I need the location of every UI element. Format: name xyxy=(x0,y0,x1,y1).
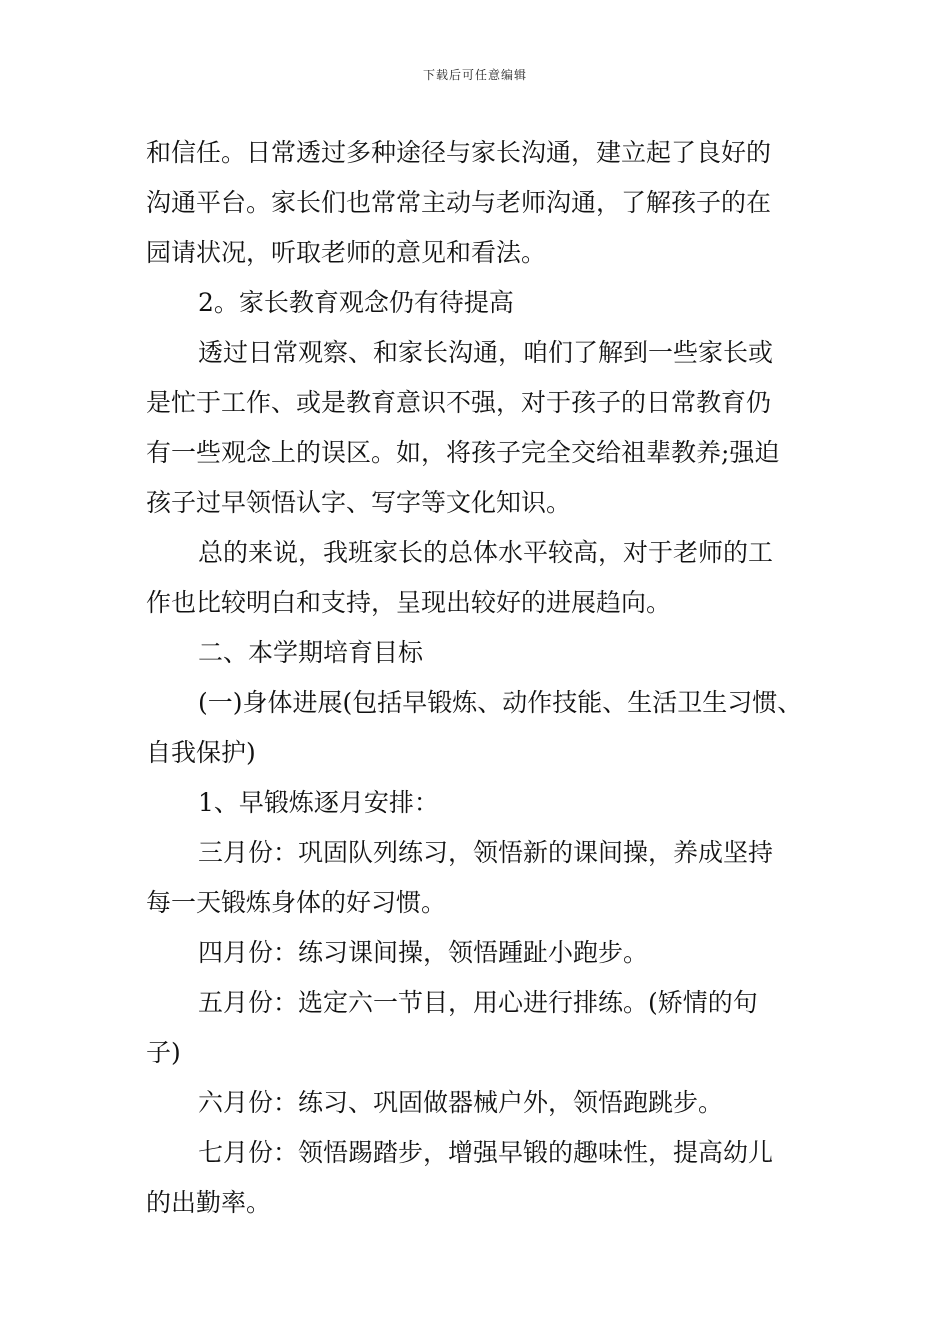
text-line: 透过日常观察、和家长沟通，咱们了解到一些家长或 xyxy=(198,338,774,367)
text-line: 是忙于工作、或是教育意识不强，对于孩子的日常教育仍 xyxy=(146,388,772,417)
section-heading-goals xyxy=(146,628,826,678)
text-line: 三月份：巩固队列练习，领悟新的课间操，养成坚持 xyxy=(198,838,774,867)
month-july xyxy=(146,1128,826,1228)
text-line: 七月份：领悟踢踏步，增强早锻的趣味性，提高幼儿 xyxy=(198,1138,774,1167)
text-line: (一)身体进展(包括早锻炼、动作技能、生活卫生习惯、 xyxy=(198,688,803,717)
paragraph-parent-communication xyxy=(146,128,826,278)
text-line: 孩子过早领悟认字、写字等文化知识。 xyxy=(146,488,572,517)
section-heading-parent-education xyxy=(146,278,826,328)
item-morning-exercise-plan xyxy=(146,778,826,828)
text-line: 有一些观念上的误区。如，将孩子完全交给祖辈教养;强迫 xyxy=(146,438,780,467)
text-line: 四月份：练习课间操，领悟踵趾小跑步。 xyxy=(198,938,649,967)
paragraph-summary xyxy=(146,528,826,628)
text-line: 五月份：选定六一节目，用心进行排练。(矫情的句 xyxy=(198,988,758,1017)
text-line: 二、本学期培育目标 xyxy=(198,638,424,667)
text-line: 每一天锻炼身体的好习惯。 xyxy=(146,888,447,917)
header-note: 下载后可任意编辑 xyxy=(422,68,527,82)
month-june xyxy=(146,1078,826,1128)
month-april xyxy=(146,928,826,978)
text-line: 六月份：练习、巩固做器械户外，领悟跑跳步。 xyxy=(198,1088,724,1117)
text-line: 和信任。日常透过多种途径与家长沟通，建立起了良好的 xyxy=(146,138,772,167)
text-line: 的出勤率。 xyxy=(146,1188,272,1217)
text-line: 沟通平台。家长们也常常主动与老师沟通，了解孩子的在 xyxy=(146,188,772,217)
month-march xyxy=(146,828,826,928)
text-line: 作也比较明白和支持，呈现出较好的进展趋向。 xyxy=(146,588,672,617)
subsection-physical-development xyxy=(146,678,826,778)
paragraph-observation xyxy=(146,328,826,528)
text-line: 1、早锻炼逐月安排： xyxy=(198,788,439,817)
text-line: 子) xyxy=(146,1038,181,1067)
text-line: 总的来说，我班家长的总体水平较高，对于老师的工 xyxy=(198,538,774,567)
text-line: 自我保护) xyxy=(146,738,256,767)
text-line: 2。家长教育观念仍有待提高 xyxy=(198,288,514,317)
document-body xyxy=(146,128,826,1228)
text-line: 园请状况，听取老师的意见和看法。 xyxy=(146,238,547,267)
month-may xyxy=(146,978,826,1078)
